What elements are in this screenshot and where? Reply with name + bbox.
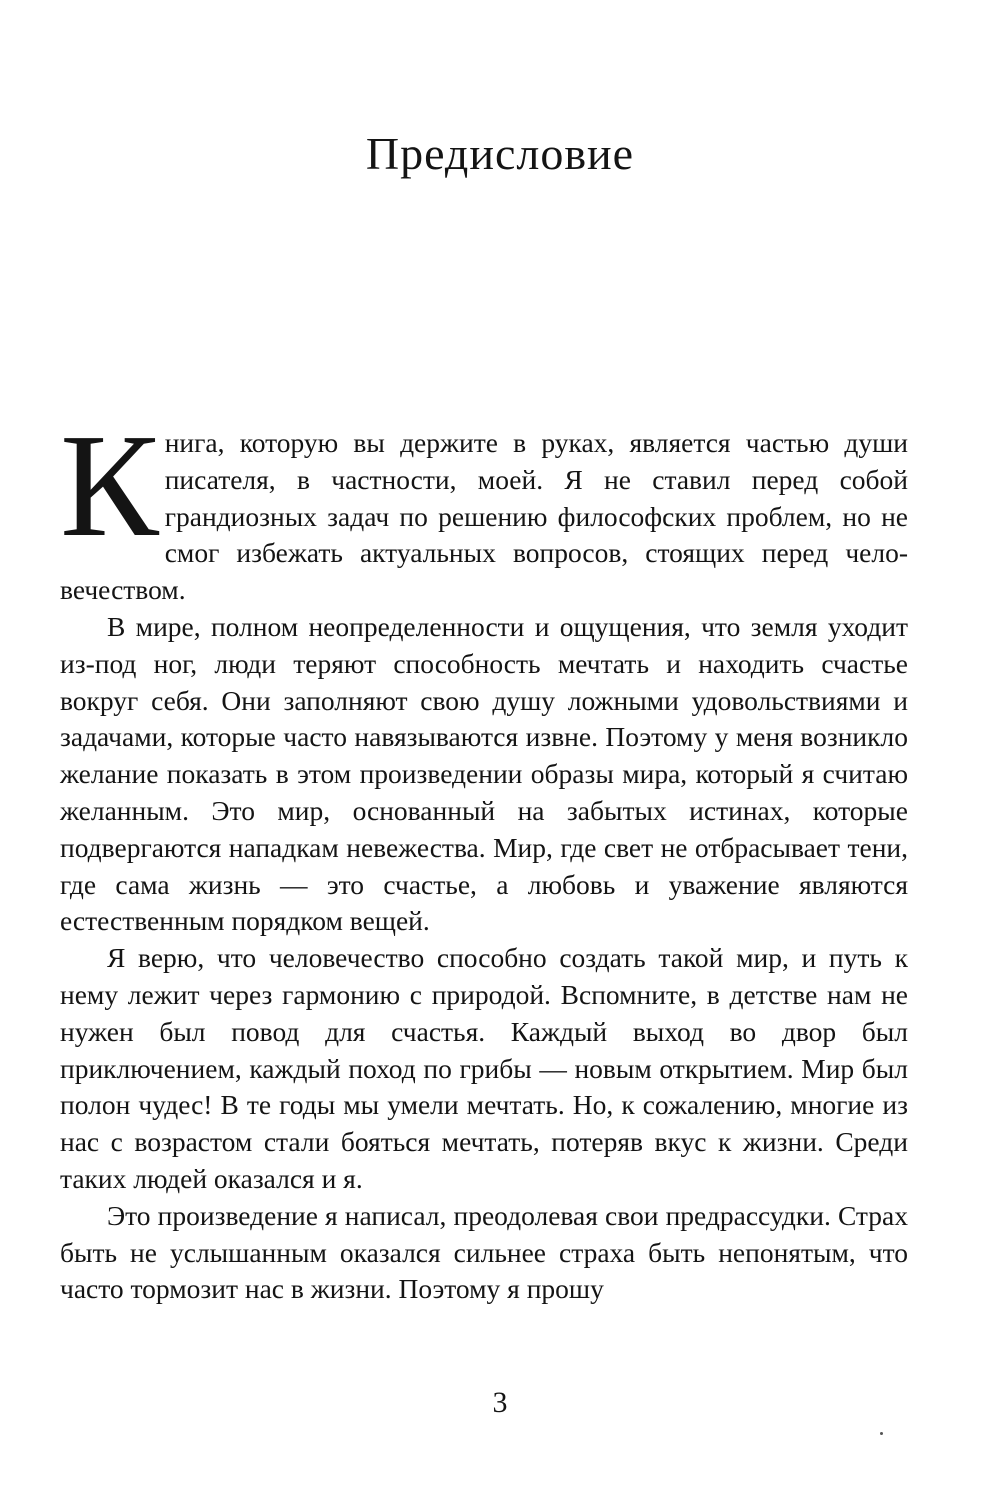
paragraph-1-text: нига, которую вы держите в руках, является частью души писателя, в частности, моей. Я не ставил перед собой грандиозных задач по решению философских проблем, но не смог избежать актуальных вопросов, стоящих перед человечеством.	[60, 427, 908, 606]
page-number: 3	[492, 1386, 508, 1419]
body-text	[60, 404, 908, 1308]
chapter-title: Предисловие	[365, 128, 635, 179]
print-speck	[880, 1432, 883, 1435]
paragraph-4: Это произведение я написал, преодолевая свои предрассудки. Страх быть не услышанным оказался сильнее страха быть непонятым, что часто тормозит нас в жизни. Поэтому я прошу	[60, 1199, 908, 1305]
paragraph-1	[60, 404, 908, 609]
paragraph-2: В мире, полном неопределенности и ощущения, что земля уходит из-под ног, люди теряют способность мечтать и находить счастье вокруг себя. Они заполняют свою душу ложными удовольствиями и задачами, которые часто навязываются извне. Поэтому у меня возникло желание показать в этом произведении образы мира, который я считаю желанным. Это мир, основанный на забытых истинах, которые подвергаются нападкам невежества. Мир, где свет не отбрасывает тени, где сама жизнь — это счастье, а любовь и уважение являются естественным порядком вещей.	[60, 610, 908, 937]
paragraph-3: Я верю, что человечество способно создать такой мир, и путь к нему лежит через гармонию с природой. Вспомните, в детстве нам не нужен был повод для счастья. Каждый выход во двор был приключением, каждый поход по грибы — новым открытием. Мир был полон чудес! В те годы мы умели мечтать. Но, к сожалению, многие из нас с возрастом стали бояться мечтать, потеряв вкус к жизни. Среди таких людей оказался и я.	[60, 942, 908, 1194]
drop-cap: К	[60, 404, 159, 568]
